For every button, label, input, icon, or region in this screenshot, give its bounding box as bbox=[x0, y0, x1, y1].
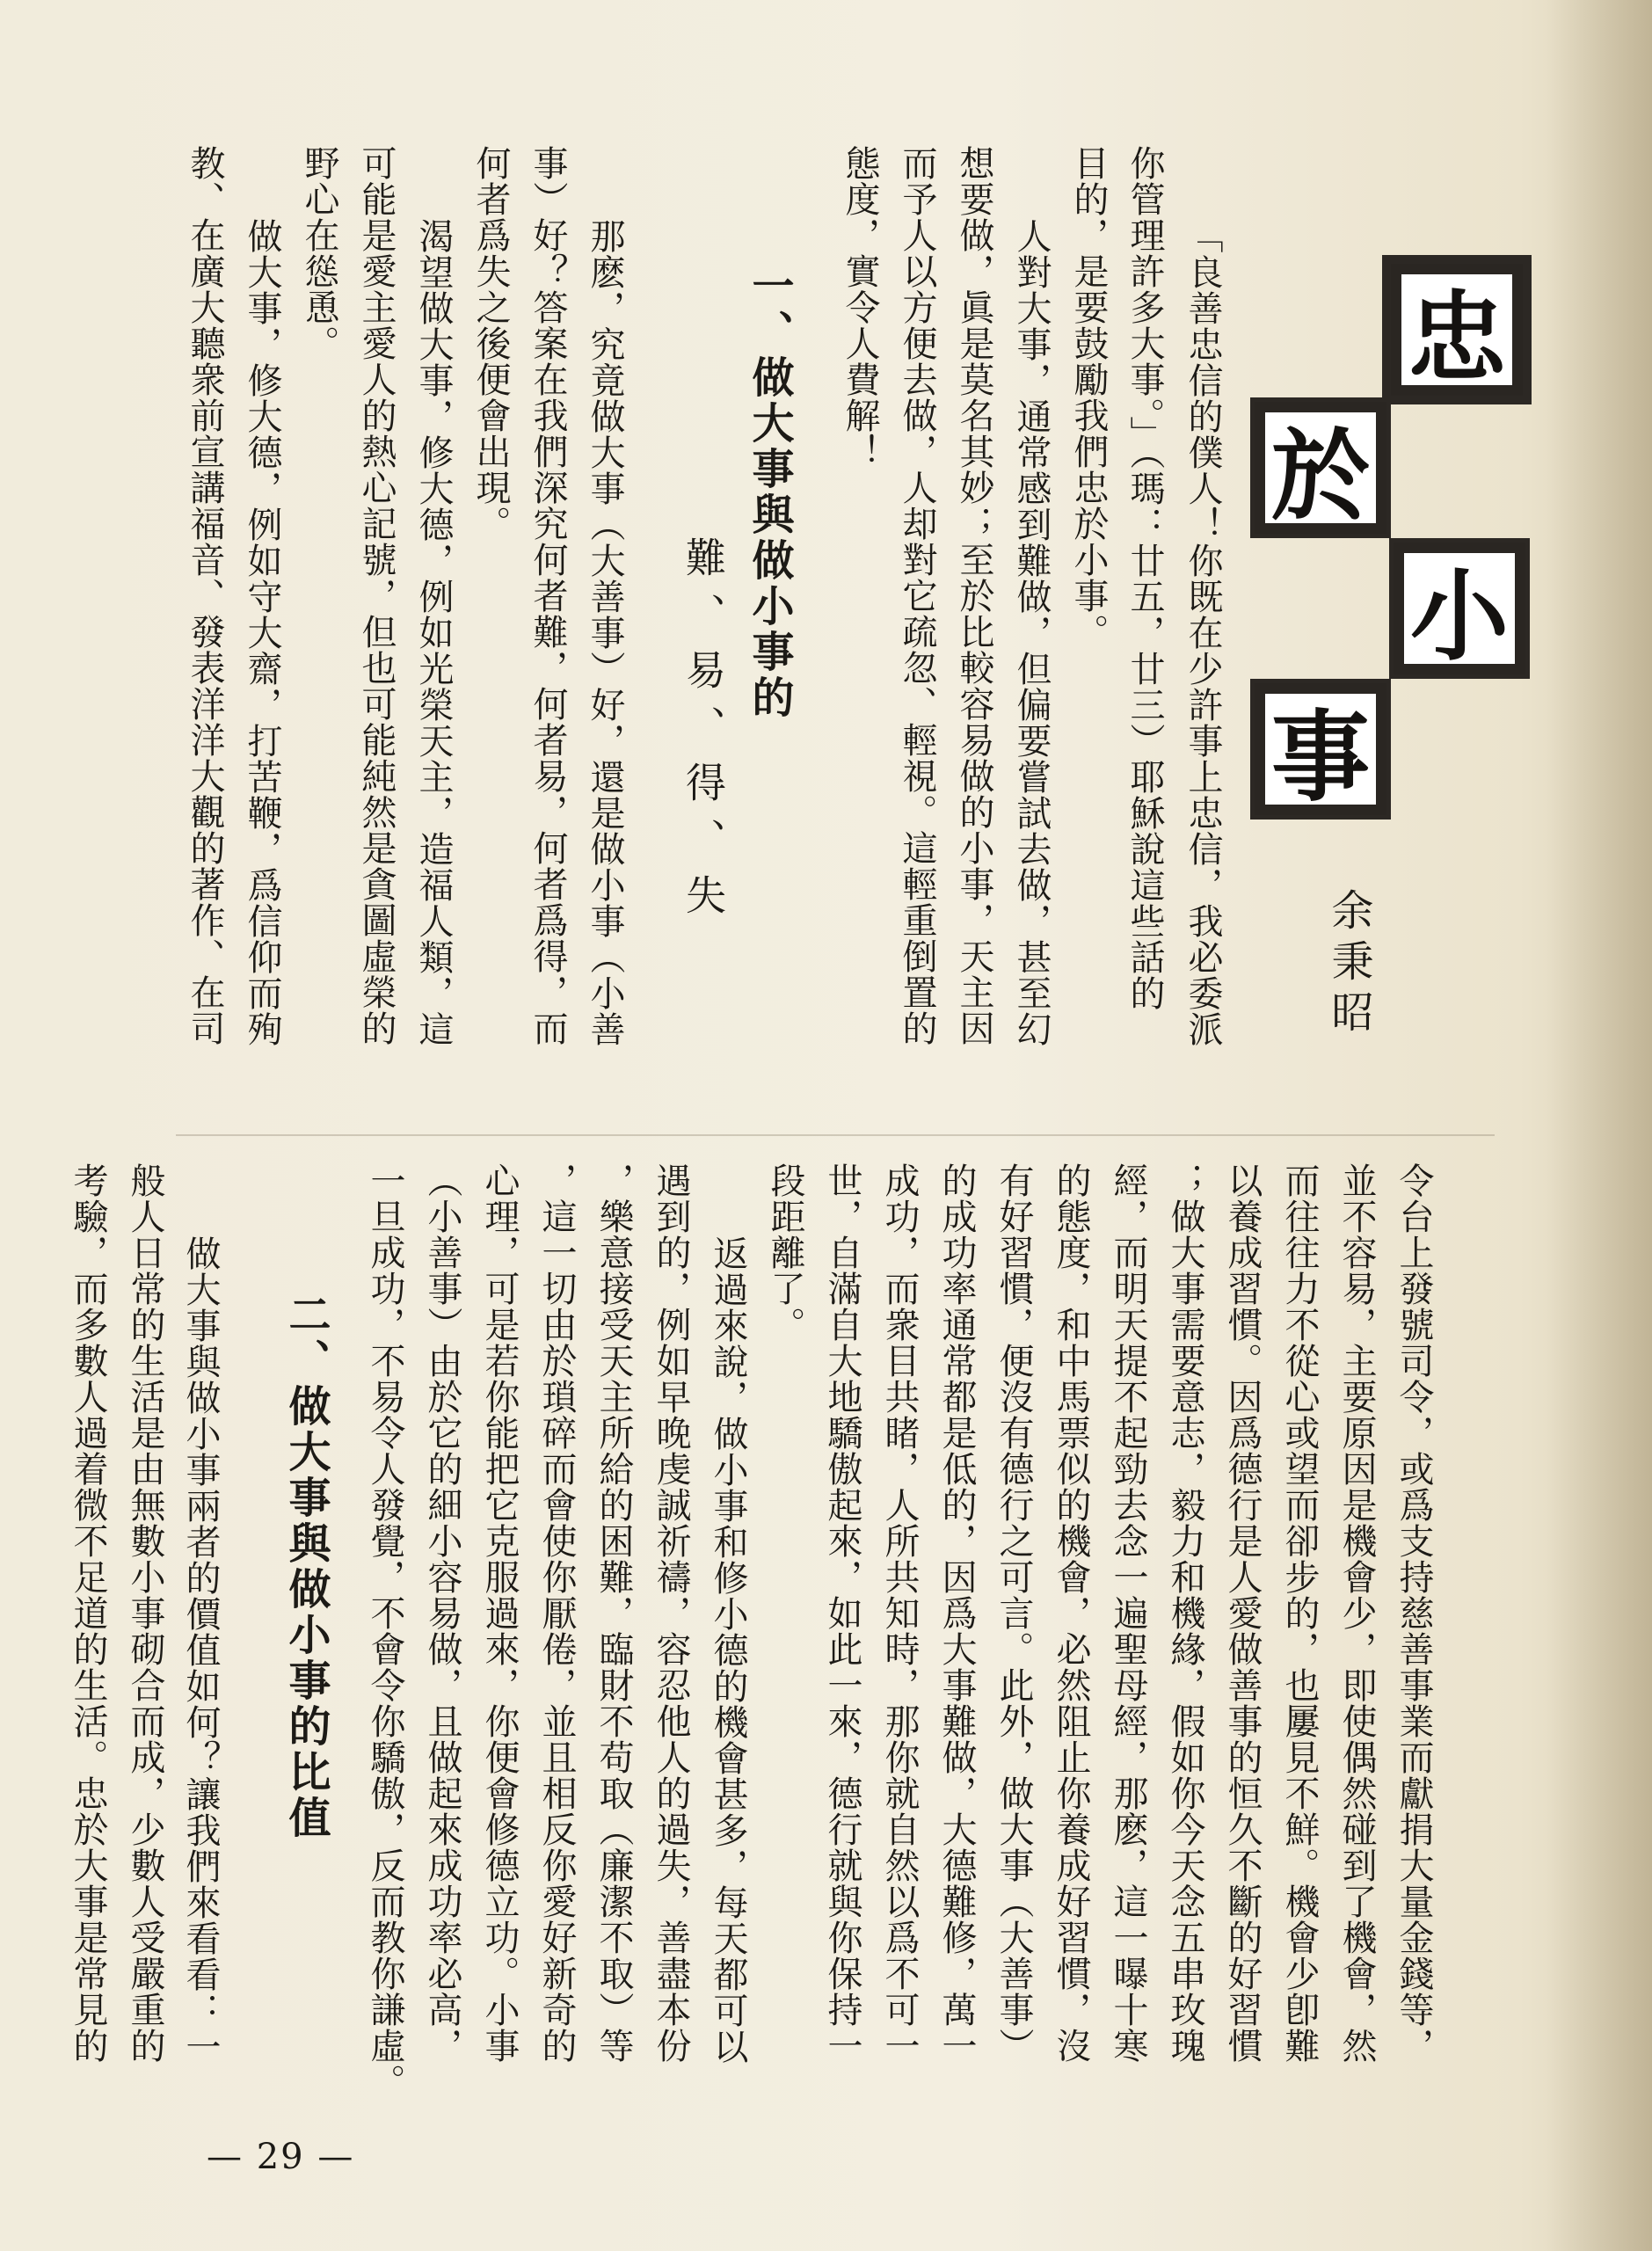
page-number: — 29 — bbox=[207, 2137, 355, 2177]
title-char-2: 於 bbox=[1255, 402, 1386, 534]
author-name: 余秉昭 bbox=[1324, 888, 1373, 1041]
section-1-column-6: 野心在慫恿。 bbox=[299, 145, 339, 361]
intro-column-1: 「良善忠信的僕人！你既在少許事上忠信，我必委派 bbox=[1183, 218, 1223, 1047]
body-column-12: 段距離了。 bbox=[765, 1162, 805, 1343]
body-column-13: 返過來說，做小事和修小德的機會甚多，每天都可以 bbox=[708, 1235, 748, 2065]
section-1-column-8: 教、在廣大聽衆前宣講福音、發表洋洋大觀的著作、在司 bbox=[185, 145, 225, 1046]
section-2-column-3: 考驗，而多數人過着微不足道的生活。忠於大事是常見的 bbox=[68, 1162, 108, 2064]
section-2-column-2: 般人日常的生活是由無數小事砌合而成，少數人受嚴重的 bbox=[125, 1162, 165, 2064]
body-column-10: 成功，而衆目共睹，人所共知時，那你就自然以爲不可一 bbox=[879, 1162, 920, 2064]
body-column-9: 的成功率通常都是低的，因爲大事難做，大德難修，萬一 bbox=[936, 1162, 977, 2064]
section-1-column-7: 做大事，修大德，例如守大齋，打苦鞭，爲信仰而殉 bbox=[242, 218, 282, 1047]
title-char-4: 事 bbox=[1255, 683, 1386, 815]
mid-page-divider bbox=[176, 1134, 1495, 1136]
section-1-heading: 一、做大事與做小事的 bbox=[745, 264, 794, 721]
intro-column-3: 目的，是要鼓勵我們忠於小事。 bbox=[1068, 145, 1109, 650]
body-column-2: 並不容易，主要原因是機會少，即使偶然碰到了機會，然 bbox=[1336, 1162, 1377, 2064]
body-column-4: 以養成習慣。因爲德行是人愛做善事的恒久不斷的好習慣 bbox=[1222, 1162, 1263, 2064]
section-1-column-2: 事）好？答案在我們深究何者難，何者易，何者爲得，而 bbox=[528, 145, 568, 1046]
section-1-column-4: 渴望做大事，修大德，例如光榮天主，造福人類，這 bbox=[413, 218, 454, 1047]
body-column-1: 令台上發號司令，或爲支持慈善事業而獻捐大量金錢等， bbox=[1394, 1162, 1434, 2064]
intro-column-6: 而予人以方便去做，人却對它疏忽、輕視。這輕重倒置的 bbox=[897, 145, 937, 1046]
body-column-15: ，樂意接受天主所給的困難，臨財不苟取（廉潔不取）等 bbox=[593, 1162, 634, 2064]
title-char-1: 忠 bbox=[1391, 264, 1523, 396]
section-1-column-1: 那麽，究竟做大事（大善事）好，還是做小事（小善 bbox=[585, 218, 625, 1047]
body-column-3: 而往往力不從心或望而卻步的，也屢見不鮮。機會少卽難 bbox=[1279, 1162, 1320, 2064]
section-1-subheading: 難、易、得、失 bbox=[680, 536, 727, 930]
body-column-16: ，這一切由於瑣碎而會使你厭倦，並且相反你愛好新奇的 bbox=[536, 1162, 577, 2064]
title-char-3: 小 bbox=[1394, 543, 1525, 674]
body-column-6: 經，而明天提不起勁去念一遍聖母經，那麽，這一曝十寒 bbox=[1108, 1162, 1148, 2064]
body-column-7: 的態度，和中馬票似的機會，必然阻止你養成好習慣，沒 bbox=[1051, 1162, 1091, 2064]
body-column-14: 遇到的，例如早晚虔誠祈禱，容忍他人的過失，善盡本份 bbox=[651, 1162, 691, 2064]
body-column-17: 心理，可是若你能把它克服過來，你便會修德立功。小事 bbox=[479, 1162, 520, 2064]
intro-column-5: 想要做，眞是莫名其妙；至於比較容易做的小事，天主因 bbox=[954, 145, 994, 1046]
section-2-heading: 二、做大事與做小事的比值 bbox=[281, 1293, 331, 1841]
body-column-8: 有好習慣，便沒有德行之可言。此外，做大事（大善事） bbox=[993, 1162, 1034, 2064]
body-column-18: （小善事）由於它的細小容易做，且做起來成功率必高， bbox=[422, 1162, 462, 2064]
section-2-column-1: 做大事與做小事兩者的價值如何？讓我們來看看：一 bbox=[180, 1235, 221, 2065]
section-1-column-5: 可能是愛主愛人的熱心記號，但也可能純然是貪圖虛榮的 bbox=[356, 145, 397, 1046]
binding-shadow bbox=[1546, 0, 1652, 2251]
intro-column-2: 你管理許多大事。」（瑪：廿五，廿三）耶穌說這些話的 bbox=[1124, 145, 1165, 1011]
body-column-5: ；做大事需要意志，毅力和機緣，假如你今天念五串玫瑰 bbox=[1165, 1162, 1205, 2064]
body-column-19: 一旦成功，不易令人發覺，不會令你驕傲，反而教你謙虛。 bbox=[365, 1162, 405, 2100]
intro-column-4: 人對大事，通常感到難做，但偏要嘗試去做，甚至幻 bbox=[1011, 218, 1052, 1047]
body-column-11: 世，自滿自大地驕傲起來，如此一來，德行就與你保持一 bbox=[822, 1162, 862, 2064]
intro-column-7: 態度，實令人費解！ bbox=[840, 145, 880, 470]
section-1-column-3: 何者爲失之後便會出現。 bbox=[470, 145, 511, 542]
